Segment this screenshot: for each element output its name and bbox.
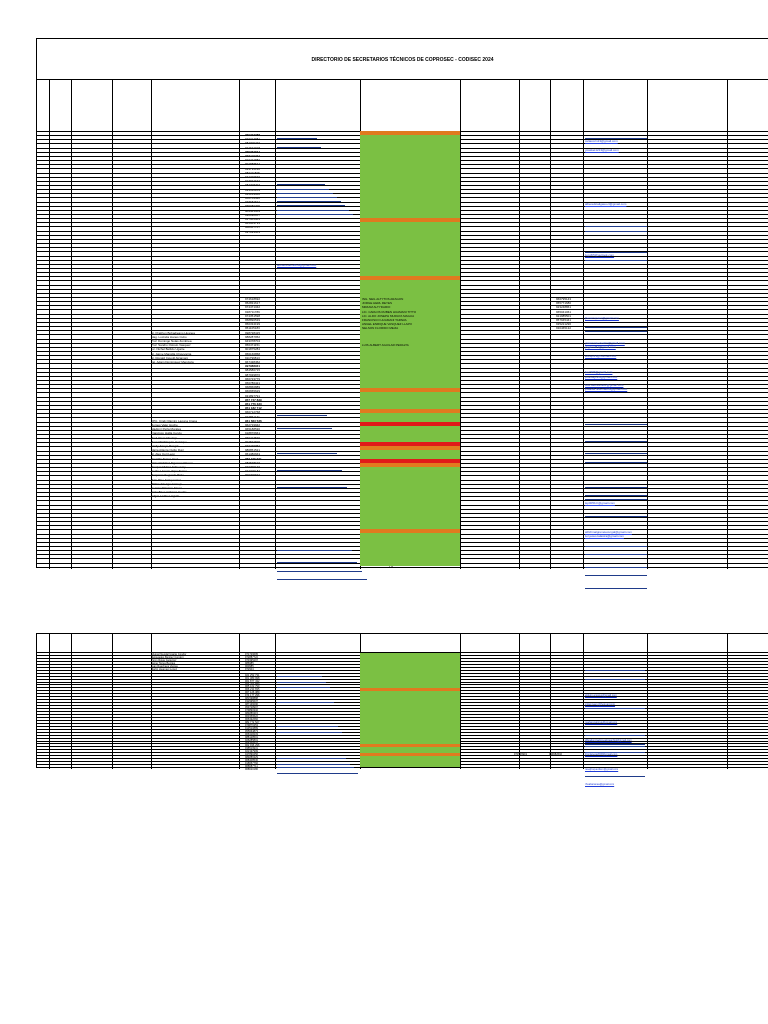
email-link: jnwalds.hrderra008@gmail.com (585, 387, 628, 392)
phone-number: 967438452 (245, 360, 261, 364)
email-link: elduiro.ansivus@gmail.com (585, 694, 617, 698)
phone-number: 968408536 (245, 759, 258, 763)
link-underline (277, 415, 327, 416)
phone-number: 918657766 (245, 762, 258, 766)
phone-number: 951 776 333 (245, 402, 262, 406)
phone-number: 935221296 (556, 322, 572, 327)
phone-number: 957945441 (556, 318, 572, 322)
phone-number: 965041061 (556, 309, 572, 314)
link-underline (585, 495, 647, 496)
link-underline (585, 260, 647, 261)
link-underline (585, 744, 645, 745)
phone-number: 990709632 (245, 473, 261, 478)
link-underline (585, 516, 647, 517)
link-underline (585, 252, 647, 253)
phone-number: 993326209 (245, 187, 261, 192)
person-name: Lic. Nichel Bellido Ugarte (151, 347, 185, 352)
phone-number: 971729695 (245, 653, 258, 656)
phone-number: 922197999 (245, 750, 258, 754)
status-name: FRANCISCO HUAMANI TAPARA (362, 318, 407, 322)
person-name: Raul Yauri Chuclaje (151, 435, 178, 440)
phone-number: 945963791 (245, 221, 261, 226)
person-name: Joaquin Mutisa Echeverry (151, 465, 186, 469)
status-highlight (360, 753, 460, 756)
person-name: Jaime Torres Benites (151, 661, 176, 665)
phone-number: 966795143 (556, 297, 572, 301)
phone-number: 935149666 (245, 191, 261, 196)
phone-number: 962 155 521 (245, 456, 262, 461)
link-underline (277, 428, 332, 429)
phone-number: 939682602 (549, 753, 562, 757)
link-underline (277, 189, 329, 190)
link-underline (277, 732, 342, 733)
status-highlight (360, 218, 460, 222)
person-name: Percy Rojas Gutierrez (151, 658, 177, 662)
phone-number: 921 252 731 (245, 673, 260, 677)
phone-number: 937861171 (245, 414, 260, 419)
person-name: Maria Atlanta Quillo Ruiz (151, 448, 184, 453)
person-name: Benjamin Segundo Pinto (151, 473, 185, 478)
phone-number: 923234883 (245, 158, 261, 163)
phone-number: 911799813 (245, 355, 260, 360)
link-underline (585, 708, 645, 709)
email-link: ysgarod61@gmail.com (585, 345, 616, 350)
email-link: josevagraf9@gmail.com (585, 374, 618, 379)
phone-number: 966723779 (245, 376, 261, 381)
phone-number: 955664873 (245, 729, 258, 733)
phone-number: 965188530 (245, 427, 261, 432)
phone-number: 984586715 (245, 368, 261, 373)
phone-number: 997988931 (245, 364, 261, 369)
email-link: rhuabaranea@gmail.com (585, 782, 615, 786)
phone-number: 984886315 (245, 712, 258, 715)
link-underline (277, 550, 352, 551)
phone-number: 938519931 (245, 747, 258, 751)
phone-number: 961 380 998 (245, 676, 260, 680)
status-highlight (360, 131, 460, 135)
link-underline (277, 147, 321, 148)
phone-number: 955771680 (556, 301, 572, 306)
email-link: celiacorin13@gmail.com (585, 139, 618, 144)
link-underline (277, 453, 337, 454)
phone-number: 973476052 (245, 444, 261, 448)
phone-number: 956166858 (245, 351, 261, 356)
link-underline (585, 487, 647, 488)
link-underline (277, 205, 345, 206)
person-name: Sr. Ronald Cayotil Alcamani (151, 355, 189, 360)
phone-number: 972887722 (245, 655, 258, 659)
email-link: ysaerucaevieskin@gmail.com (585, 341, 625, 345)
status-fill (360, 653, 460, 767)
phone-number: 984009233 (245, 141, 261, 146)
link-underline (277, 138, 317, 139)
phone-number: 966712768 (245, 410, 261, 415)
phone-number: 974005187 (245, 469, 261, 474)
phone-number: 917605681 (245, 217, 261, 221)
sheet-page-2 (36, 633, 768, 786)
link-underline (277, 197, 337, 198)
person-name: Osvaldo Torres Cruz (151, 456, 179, 461)
link-underline (277, 767, 354, 768)
phone-number: 962 936 296 (245, 744, 260, 748)
person-name: Martin Huamani Lopez (151, 667, 178, 671)
phone-number: 982 772 527 (245, 720, 260, 724)
page-number: 1/2 (389, 565, 394, 569)
phone-number: 987136090 (245, 703, 258, 707)
phone-number: 964 207 889 (245, 682, 260, 686)
link-underline (585, 327, 647, 328)
link-underline (585, 453, 647, 454)
email-link: yoasket1213@gmail.com (585, 147, 619, 152)
link-underline (585, 424, 647, 425)
phone-number: 931897791 (245, 393, 261, 398)
phone-number: 973317981 (245, 137, 261, 142)
phone-number: 968866889 (245, 385, 261, 390)
phone-number: 974 177 296 (245, 694, 260, 698)
phone-number: 993795130 (245, 166, 261, 171)
phone-number: 966318233 (245, 732, 258, 736)
phone-number: 987308297 (245, 183, 261, 188)
phone-number: 973799133 (245, 465, 261, 469)
phone-number: 918876661 (245, 431, 261, 436)
phone-number: 951105183 (245, 326, 260, 331)
phone-number: 934672928 (245, 145, 261, 150)
phone-number: 950223388 (245, 133, 261, 137)
person-name: Sr. Prakhun Bobadieano Huanea (151, 330, 195, 335)
link-underline (277, 193, 333, 194)
person-name: Sr. Alex Cori Leon (151, 452, 176, 457)
phone-number: 956796534 (245, 741, 258, 745)
email-link: luu7266@gmail.com (585, 370, 613, 375)
phone-number: 927934643 (245, 179, 261, 184)
status-highlight (360, 409, 460, 413)
person-name: Ahuinel Neodal Ugarte Condor (151, 653, 187, 656)
email-link: jhonlanera2006@gmail.com (585, 753, 618, 757)
link-underline (277, 676, 322, 677)
phone-number: 974471342 (245, 305, 261, 310)
link-underline (585, 499, 647, 500)
phone-number: 956471151 (245, 343, 260, 348)
email-link: jhoneiropaex@gmail.com (585, 315, 619, 320)
person-name: Ing. Adam Dominguez Mendoza (151, 360, 194, 364)
link-underline (585, 588, 647, 589)
status-highlight (360, 388, 460, 392)
link-underline (585, 554, 647, 555)
link-underline (277, 702, 334, 703)
email-link: resejhoquerdem@gmail.com (585, 768, 619, 772)
phone-number: 961 877 432 (245, 679, 260, 683)
phone-number: 959728997 (245, 706, 258, 710)
status-name: LUIS ALBERT AGUILAR PERALTA (362, 343, 409, 348)
phone-number: 968620186 (245, 768, 258, 772)
person-name: Melquiades Benitez Condori (151, 655, 184, 659)
phone-number: 987939876 (245, 372, 261, 377)
phone-number: 950334199 (245, 322, 261, 327)
row-line (37, 567, 768, 568)
status-name: JORGE HERL REYES (362, 301, 393, 306)
link-underline (585, 776, 645, 777)
person-name: Romeo Valer Huche (151, 423, 178, 427)
phone-number: 966 233 835 (245, 688, 260, 692)
link-underline (277, 726, 338, 727)
link-underline (277, 687, 330, 688)
status-fill (360, 131, 460, 566)
link-underline (585, 567, 647, 568)
phone-number: 926285801 (245, 738, 258, 742)
phone-number: 955362844 (245, 149, 261, 154)
phone-number: 984441609 (245, 208, 261, 213)
phone-number: 988128501 (245, 735, 258, 739)
person-name: Cinia Baes Cabrera Cuello (151, 490, 187, 495)
link-underline (277, 773, 358, 774)
email-link: apiramedon2019@gmail.com (277, 263, 317, 268)
link-underline (277, 562, 357, 563)
phone-number: 951 182 712 (245, 406, 262, 411)
title-band (37, 39, 768, 80)
status-highlight (360, 463, 460, 467)
person-name: Mag. Lucinda Llanes Cubo (151, 334, 187, 339)
phone-number: 971506919 (514, 753, 527, 757)
link-underline (277, 470, 342, 471)
link-underline (585, 441, 647, 442)
phone-number: 988287952 (245, 334, 261, 339)
phone-number: 966427570 (245, 435, 261, 440)
link-underline (585, 670, 645, 671)
phone-number: 974618692 (245, 297, 261, 301)
person-name: Sixto Ordoñez Figueroa Ramos (151, 460, 194, 465)
phone-number: 965 162 799 (245, 685, 260, 689)
link-underline (585, 575, 647, 576)
person-name: Hernan Palacios Frisca (151, 486, 183, 490)
person-name: Walter Arteaga Cornejo (151, 481, 183, 486)
link-underline (277, 210, 349, 211)
link-underline (585, 746, 645, 747)
phone-number: 952831617 (245, 301, 261, 306)
phone-number: 983578193 (245, 460, 261, 465)
phone-number: 923248861 (556, 305, 572, 310)
phone-number: 943378704 (245, 339, 261, 343)
status-name: LIC. ALDO JOSEPH MURAYA MAGUA (362, 313, 415, 318)
phone-number: 972904 (245, 667, 254, 671)
link-underline (277, 758, 346, 759)
link-underline (585, 226, 647, 227)
phone-number: 974351598 (245, 313, 261, 318)
phone-number: 956784422 (245, 196, 261, 200)
person-name: Edgar Ladines Aguilo (151, 494, 180, 499)
email-link: aRchmalgrenetecurgal@gmail.com (585, 530, 632, 534)
phone-number: 958896539 (245, 318, 261, 322)
phone-number: 968687711 (245, 765, 258, 769)
phone-number: 965986795 (245, 204, 261, 209)
phone-number: 997893603 (245, 229, 261, 234)
phone-number: 963359522 (245, 714, 258, 718)
status-highlight (360, 446, 460, 450)
person-name: Juan Ruachaca Vargas (151, 664, 178, 668)
phone-number: 966392682 (245, 717, 258, 721)
row-line (37, 767, 768, 768)
email-link: lugoftt5@outlook.com (585, 252, 615, 257)
phone-number: 973395297 (245, 658, 258, 662)
link-underline (585, 462, 647, 463)
person-name: Neidie Hernan Zapa Torres (151, 469, 187, 474)
phone-number: 996890857 (245, 212, 261, 217)
phone-number: 992888544 (245, 162, 261, 167)
sheet-page-1 (36, 38, 768, 568)
status-name: MIRIAM ALTYDARIO (362, 305, 391, 310)
phone-number: 960985 (245, 664, 254, 668)
person-name: Julio Pino Enriquezcar (151, 477, 181, 482)
document-title: DIRECTORIO DE SECRETARIOS TÉCNICOS DE COPROSEC - CODISEC 2024 (311, 57, 494, 63)
phone-number: 962719942 (245, 423, 261, 427)
status-highlight (360, 688, 460, 691)
link-underline (585, 231, 647, 232)
link-underline (585, 735, 645, 736)
phone-number: 979876353 (245, 723, 258, 727)
email-link: luisrvaloresvalor@gmail.com (585, 383, 624, 387)
email-link: alberedicaligasu.cl@gmail.com (585, 202, 627, 207)
phone-number: 983211505 (245, 170, 260, 175)
person-name: Eladimir Peña Morales (151, 427, 182, 432)
link-underline (277, 764, 350, 765)
phone-number: 994532815 (245, 439, 261, 444)
link-underline (277, 487, 347, 488)
phone-number: 901875284 (245, 347, 261, 352)
status-name: NELSON FLORIDO MEJIA (362, 326, 399, 331)
person-name: Fredy Arroyo Pongal (151, 444, 179, 448)
link-underline (277, 571, 362, 572)
phone-number: 998728415 (245, 330, 261, 335)
phone-number: 986851521 (245, 448, 261, 453)
phone-number: 979890332 (245, 709, 258, 713)
email-link: lep005b.h@gmail.com (585, 500, 615, 505)
link-underline (277, 201, 341, 202)
link-underline (277, 184, 325, 185)
link-underline (277, 682, 326, 683)
phone-number: 958215367 (245, 154, 261, 158)
phone-number: 968667707 (245, 225, 261, 230)
link-underline (277, 214, 353, 215)
link-underline (585, 679, 645, 680)
link-underline (585, 752, 645, 753)
phone-number: 967 126 389 (245, 691, 260, 695)
phone-number: 968683532 (245, 200, 261, 205)
phone-number: 921985501 (556, 313, 572, 318)
phone-number: 932995637 (245, 700, 258, 704)
email-link: ecespi13@hotmail.com (585, 353, 617, 358)
phone-number: 942720673 (245, 175, 261, 179)
person-name: Sr. Jaime Mansilla Chavivarria (151, 351, 192, 356)
person-name: Prof. Sandro Ostrelo Vasquez (151, 343, 191, 348)
link-underline (585, 546, 647, 547)
status-highlight (360, 744, 460, 747)
phone-number: 913510889 (245, 726, 258, 730)
status-highlight (360, 422, 460, 426)
link-underline (277, 579, 367, 580)
email-link: jcdamnaury@hotmail.com (585, 703, 616, 707)
status-name: ING. NEIL ALTYTOS ARAGON (362, 297, 404, 301)
email-link: jdbradonizadorseabraanbtol@gmail.com (585, 738, 632, 742)
phone-number: 930465132 (556, 326, 572, 331)
email-link: luz.jesus.lalastra@gmail.com (585, 534, 624, 539)
phone-number: 956786421 (245, 381, 261, 385)
phone-number: 938711789 (245, 309, 260, 314)
person-name: Juan Chichinquin Huarique (151, 439, 188, 444)
link-underline (585, 331, 647, 332)
status-name: LIC. CARLOS RUBEN HUAMANI TITTO (362, 309, 417, 314)
phone-number: 986985 (245, 661, 254, 665)
status-name: ANGEL ENRIQUE VASQUEZ LLAPO (362, 322, 413, 327)
email-link: marlarocaticrus@gmail.com (585, 720, 618, 724)
phone-number: 984886329 (245, 756, 258, 760)
phone-number: 966655629 (245, 389, 261, 394)
link-underline (585, 138, 647, 139)
phone-number: 947890456 (245, 753, 258, 757)
person-name: Francisco Huilla Cervio (151, 431, 182, 436)
status-highlight (360, 276, 460, 280)
phone-number: 957 747 839 (245, 397, 262, 402)
person-name: Prof. Domingo Nolas Zombrea (151, 339, 192, 343)
phone-number: 961 663 536 (245, 418, 262, 423)
status-highlight (360, 529, 460, 533)
person-name: CPC. Cindy Ramiro Laguna Crapa (151, 418, 198, 423)
phone-number: 981598888 (245, 697, 258, 701)
phone-number: 951380663 (245, 452, 261, 457)
